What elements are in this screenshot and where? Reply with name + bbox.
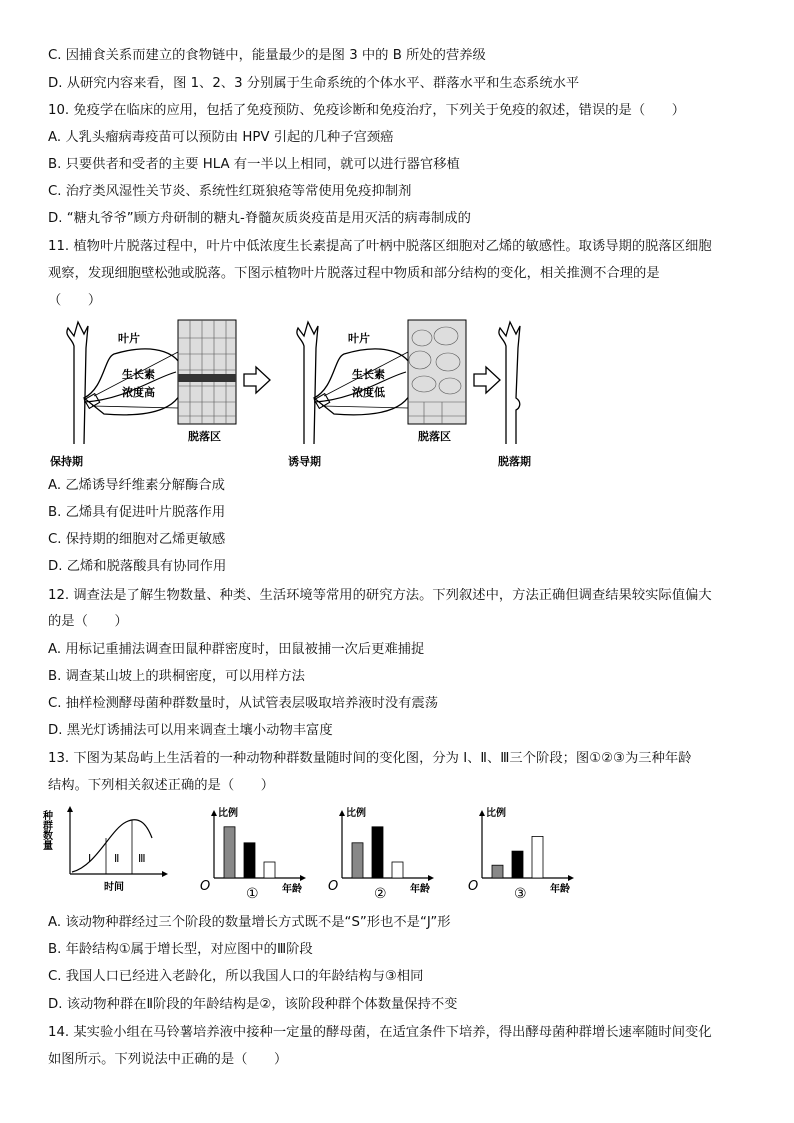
question-11-line2: 观察，发现细胞壁松弛或脱落。下图示植物叶片脱落过程中物质和部分结构的变化，相关推测不合理的是	[48, 266, 660, 281]
age-bar-3-2	[512, 851, 523, 878]
option-12-c: C. 抽样检测酵母菌种群数量时，从试管表层吸取培养液时没有震荡	[48, 696, 439, 711]
phase-1: Ⅰ	[88, 852, 92, 865]
question-12-line2: 的是（ ）	[48, 614, 128, 629]
option-12-b: B. 调查某山坡上的珙桐密度，可以用样方法	[48, 669, 305, 684]
bar-xlabel: 年龄	[550, 884, 570, 895]
age-bar-2-1	[352, 843, 363, 878]
age-bar-3-1	[492, 865, 503, 878]
option-11-c: C. 保持期的细胞对乙烯更敏感	[48, 532, 226, 547]
leaf-label-2: 叶片	[348, 332, 370, 345]
age-bar-2-2	[372, 827, 383, 878]
bar-ylabel: 比例	[218, 808, 238, 819]
line-1: C. 因捕食关系而建立的食物链中，能量最少的是图 3 中的 B 所处的营养级	[48, 48, 486, 63]
question-12: 12. 调查法是了解生物数量、种类、生活环境等常用的研究方法。下列叙述中，方法正确但调查结果较实际值偏大	[48, 588, 712, 603]
question-14: 14. 某实验小组在马铃薯培养液中接种一定量的酵母菌，在适宜条件下培养，得出酵母菌种群增长速率随时间变化	[48, 1025, 712, 1040]
panel-label: ①	[246, 886, 259, 902]
age-bar-2-3	[392, 862, 403, 878]
option-10-a: A. 人乳头瘤病毒疫苗可以预防由 HPV 引起的几种子宫颈癌	[48, 130, 394, 145]
origin-label: O	[328, 879, 339, 894]
population-curve-chart	[41, 806, 169, 893]
option-13-c: C. 我国人口已经进入老龄化，所以我国人口的年龄结构与③相同	[48, 969, 424, 984]
option-10-b: B. 只要供者和受者的主要 HLA 有一半以上相同，就可以进行器官移植	[48, 157, 460, 172]
stage-abscission: 脱落期	[498, 455, 531, 468]
phase-3: Ⅲ	[138, 852, 146, 865]
origin-label: O	[468, 879, 479, 894]
option-11-d: D. 乙烯和脱落酸具有协同作用	[48, 559, 227, 574]
origin-label: O	[200, 879, 211, 894]
question-11-blank: （ ）	[48, 293, 102, 308]
micrograph-1	[178, 320, 236, 424]
age-bar-1-1	[224, 827, 235, 878]
panel-label: ③	[514, 886, 527, 902]
panel-label: ②	[374, 886, 387, 902]
bar-ylabel: 比例	[346, 808, 366, 819]
age-bar-3-3	[532, 836, 543, 878]
abscission-zone-2: 脱落区	[418, 430, 451, 443]
stage-induction: 诱导期	[288, 455, 321, 468]
option-12-d: D. 黑光灯诱捕法可以用来调查土壤小动物丰富度	[48, 723, 333, 738]
question-10: 10. 免疫学在临床的应用，包括了免疫预防、免疫诊断和免疫治疗，下列关于免疫的叙述，错误的是（ ）	[48, 103, 686, 118]
micrograph-2	[408, 320, 466, 424]
option-12-a: A. 用标记重捕法调查田鼠种群密度时，田鼠被捕一次后更难捕捉	[48, 642, 425, 657]
auxin-low-1: 生长素	[352, 368, 385, 381]
bar-xlabel: 年龄	[282, 884, 302, 895]
abscission-zone-1: 脱落区	[188, 430, 221, 443]
phase-2: Ⅱ	[114, 852, 120, 865]
stage-maintenance: 保持期	[50, 455, 83, 468]
auxin-high-2: 浓度高	[122, 386, 155, 399]
age-bar-1-2	[244, 843, 255, 878]
figure-11-leaf-abscission	[44, 318, 544, 470]
age-structure-panel-1	[200, 806, 306, 902]
bar-ylabel: 比例	[486, 808, 506, 819]
question-13-line2: 结构。下列相关叙述正确的是（ ）	[48, 778, 275, 793]
option-11-b: B. 乙烯具有促进叶片脱落作用	[48, 505, 226, 520]
line-2: D. 从研究内容来看，图 1、2、3 分别属于生命系统的个体水平、群落水平和生态系统水平	[48, 76, 580, 91]
option-10-c: C. 治疗类风湿性关节炎、系统性红斑狼疮等常使用免疫抑制剂	[48, 184, 412, 199]
question-13: 13. 下图为某岛屿上生活着的一种动物种群数量随时间的变化图，分为 Ⅰ、Ⅱ、Ⅲ三个阶段；图①②③为三种年龄	[48, 751, 692, 766]
question-11: 11. 植物叶片脱落过程中，叶片中低浓度生长素提高了叶柄中脱落区细胞对乙烯的敏感性。取诱导期的脱落区细胞	[48, 239, 712, 254]
option-13-b: B. 年龄结构①属于增长型，对应图中的Ⅲ阶段	[48, 942, 313, 957]
figure-13-population	[40, 802, 586, 902]
bar-xlabel: 年龄	[410, 884, 430, 895]
option-11-a: A. 乙烯诱导纤维素分解酶合成	[48, 478, 225, 493]
age-structure-panel-2	[328, 806, 434, 902]
option-10-d: D. “糖丸爷爷”顾方舟研制的糖丸-脊髓灰质炎疫苗是用灭活的病毒制成的	[48, 211, 471, 226]
curve-xlabel: 时间	[104, 882, 124, 893]
auxin-high-1: 生长素	[122, 368, 155, 381]
age-structure-panel-3	[468, 806, 574, 902]
question-14-line2: 如图所示。下列说法中正确的是（ ）	[48, 1052, 288, 1067]
age-bar-1-3	[264, 862, 275, 878]
auxin-low-2: 浓度低	[352, 386, 385, 399]
option-13-d: D. 该动物种群在Ⅱ阶段的年龄结构是②，该阶段种群个体数量保持不变	[48, 997, 458, 1012]
leaf-label-1: 叶片	[118, 332, 140, 345]
option-13-a: A. 该动物种群经过三个阶段的数量增长方式既不是“S”形也不是“J”形	[48, 915, 451, 930]
curve-ylabel: 种群数量	[40, 810, 52, 850]
